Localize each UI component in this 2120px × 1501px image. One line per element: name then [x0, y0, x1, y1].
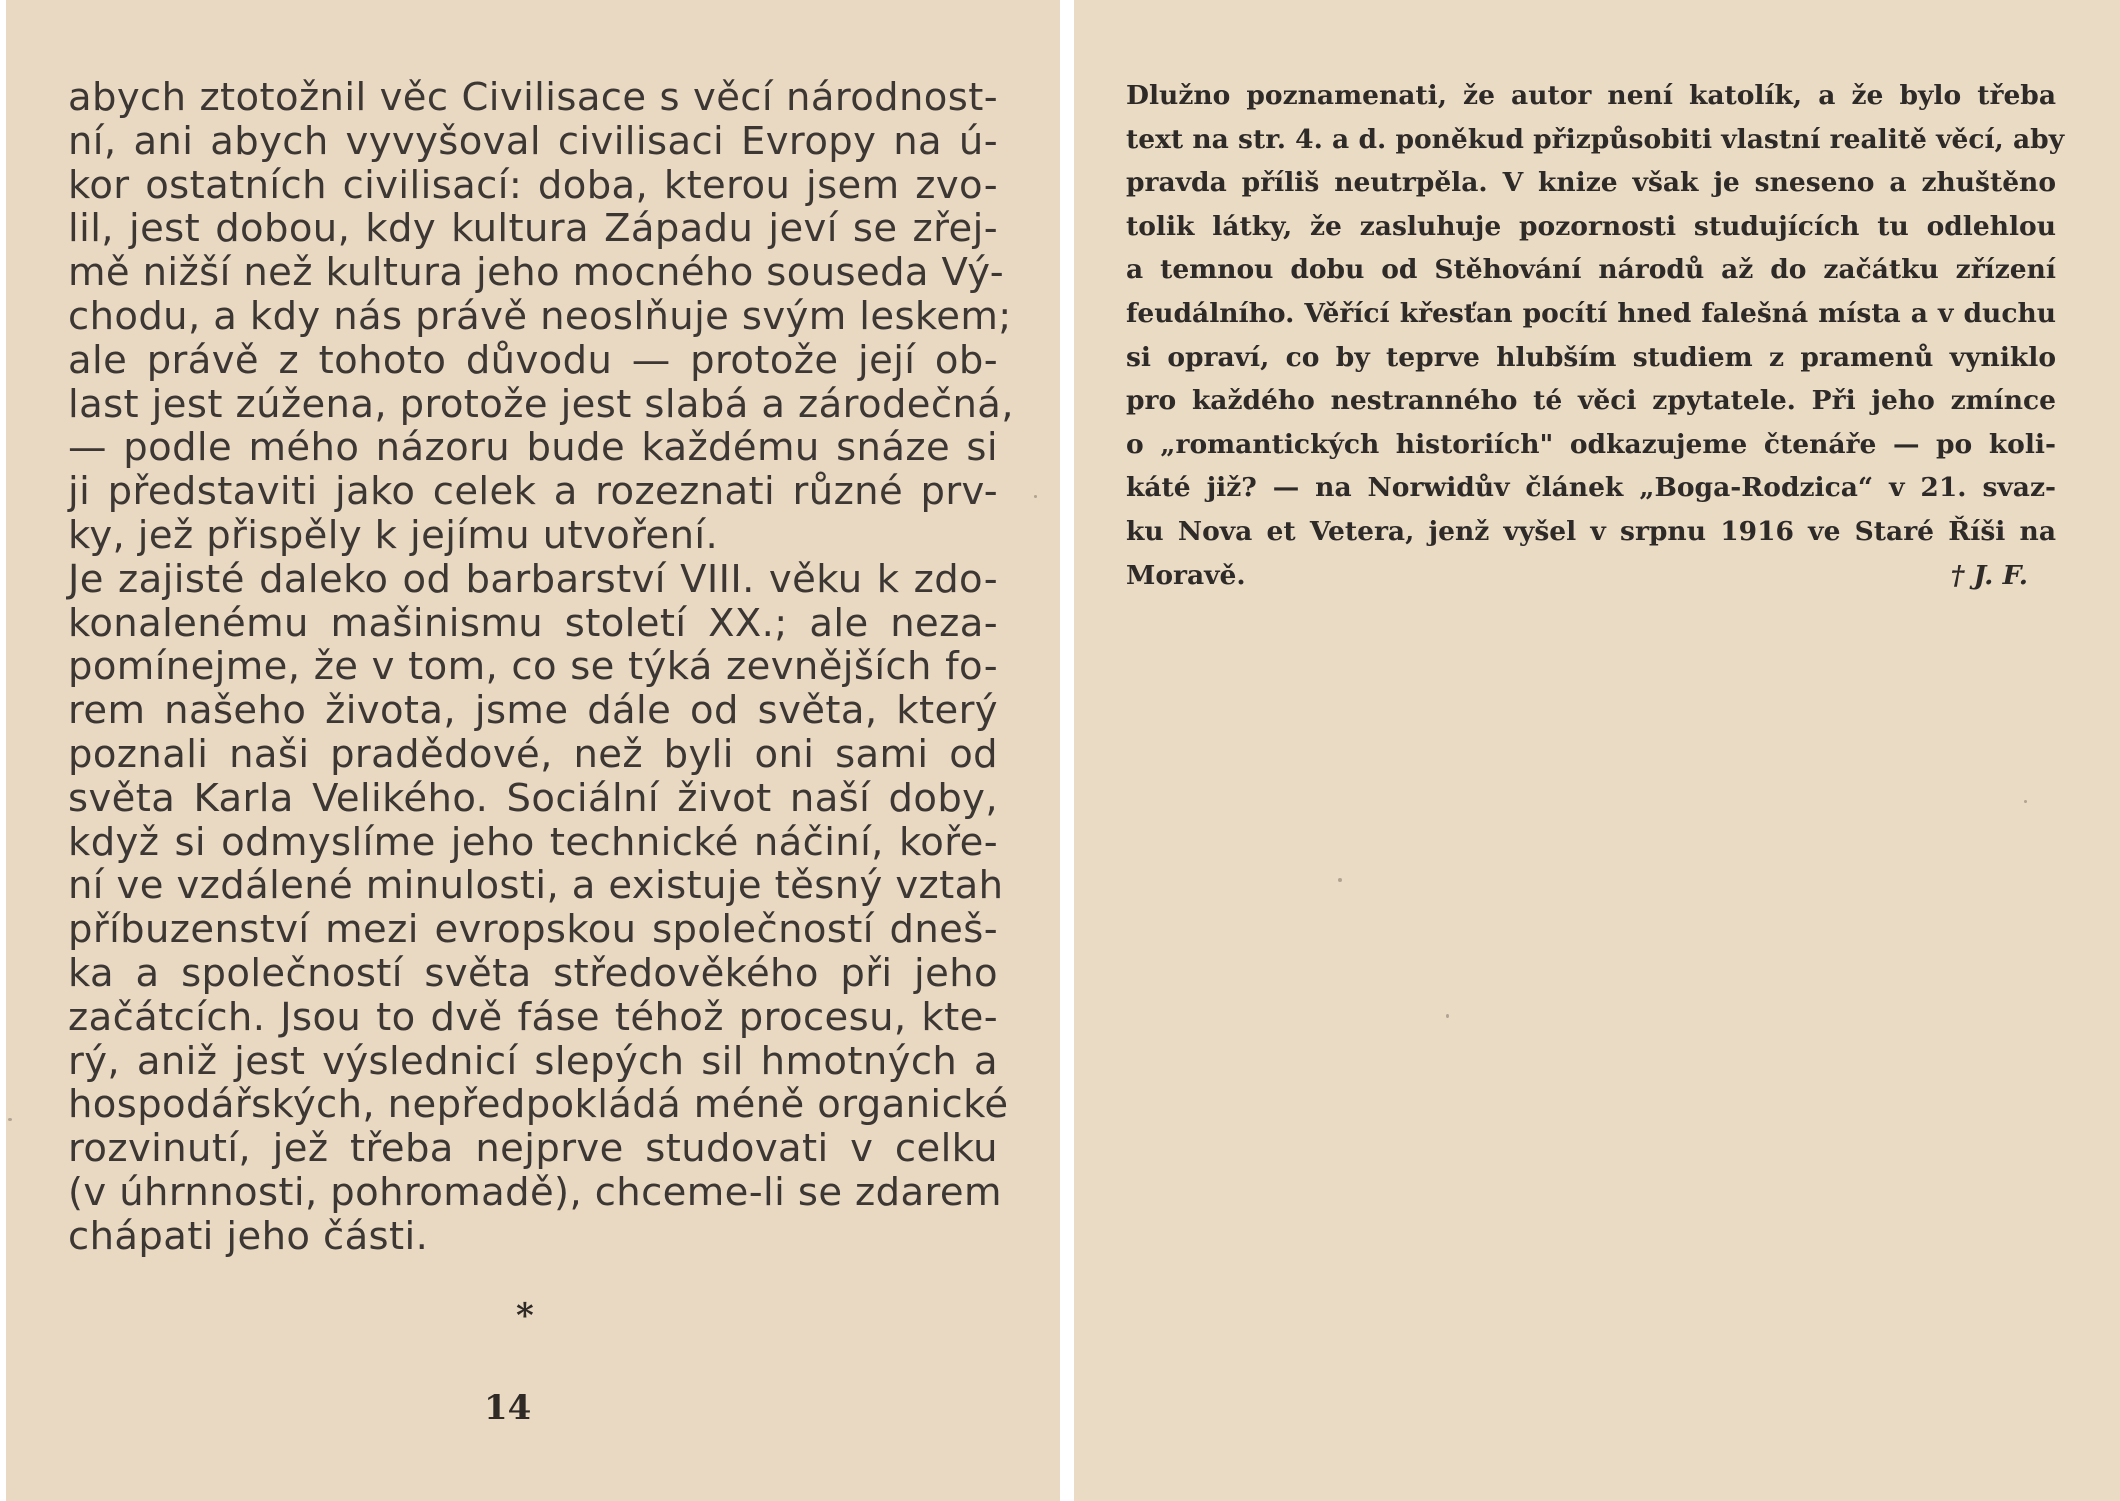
text-line: kor ostatních civilisací: doba, kterou jsem zvo-	[68, 162, 998, 208]
text-line: ka a společností světa středověkého při jeho	[68, 950, 998, 996]
paper-speck	[1338, 878, 1342, 882]
text-line: ji představiti jako celek a rozeznati různé prv-	[68, 469, 998, 515]
right-page	[1074, 0, 2120, 1501]
text-line: tolik látky, že zasluhuje pozornosti studujících tu odlehlou	[1126, 210, 2056, 242]
right-page-note	[1126, 74, 2065, 597]
text-line: last jest zúžena, protože jest slabá a zárodečná,	[68, 381, 1014, 427]
text-line	[1126, 554, 2056, 598]
text-line: rý, aniž jest výslednicí slepých sil hmotných a	[68, 1038, 998, 1084]
text-line: — podle mého názoru bude každému snáze si	[68, 425, 998, 471]
text-line: příbuzenství mezi evropskou společností dneš-	[68, 907, 998, 953]
text-line: pravda příliš neutrpěla. V knize však je sneseno a zhuštěno	[1126, 167, 2056, 199]
text-line: káté již? — na Norwidův článek „Boga-Rodzica“ v 21. svaz-	[1126, 472, 2056, 504]
left-page-text	[68, 75, 1014, 1259]
text-line: pro každého nestranného té věci zpytatele. Při jeho zmínce	[1126, 385, 2056, 417]
text-line: Je zajisté daleko od barbarství VIII. věku k zdo-	[68, 556, 998, 602]
text-line: poznali naši pradědové, než byli oni sami od	[68, 731, 998, 777]
text-line: pomínejme, že v tom, co se týká zevnějších fo-	[68, 644, 998, 690]
last-line-text: Moravě.	[1126, 559, 1246, 591]
signature: † J. F.	[1950, 559, 2028, 591]
text-line: světa Karla Velikého. Sociální život naší doby,	[68, 775, 998, 821]
text-line: Dlužno poznamenati, že autor není katolík, a že bylo třeba	[1126, 80, 2056, 111]
paper-speck	[8, 1118, 12, 1121]
text-line: hospodářských, nepředpokládá méně organické	[68, 1082, 1009, 1128]
text-line: si opraví, co by teprve hlubším studiem z pramenů vyniklo	[1126, 341, 2056, 373]
page-number: 14	[484, 1388, 532, 1428]
paper-speck	[1034, 495, 1037, 498]
text-line: o „romantických historiích" odkazujeme čtenáře — po koli-	[1126, 428, 2056, 460]
text-line: když si odmyslíme jeho technické náčiní, koře-	[68, 819, 998, 865]
text-line: ku Nova et Vetera, jenž vyšel v srpnu 1916 ve Staré Říši na	[1126, 515, 2056, 547]
text-line: začátcích. Jsou to dvě fáse téhož procesu, kte-	[68, 994, 998, 1040]
text-line: ale právě z tohoto důvodu — protože její ob-	[68, 337, 998, 383]
text-line: abych ztotožnil věc Civilisace s věcí národnost-	[68, 75, 998, 120]
paper-speck	[1446, 1014, 1449, 1018]
text-line: (v úhrnnosti, pohromadě), chceme-li se zdarem	[68, 1169, 1002, 1215]
text-line: rem našeho života, jsme dále od světa, který	[68, 688, 998, 734]
section-separator: *	[516, 1296, 534, 1336]
text-line: text na str. 4. a d. poněkud přizpůsobiti vlastní realitě věcí, aby	[1126, 123, 2065, 155]
left-page	[6, 0, 1060, 1501]
text-line: lil, jest dobou, kdy kultura Západu jeví se zřej-	[68, 206, 998, 252]
text-line: chápati jeho části.	[68, 1213, 429, 1259]
text-line: ky, jež přispěly k jejímu utvoření.	[68, 512, 719, 558]
text-line: rozvinutí, jež třeba nejprve studovati v celku	[68, 1126, 998, 1172]
text-line: feudálního. Věřící křesťan pocítí hned falešná místa a v duchu	[1126, 297, 2056, 329]
text-line: mě nižší než kultura jeho mocného souseda Vý-	[68, 250, 1005, 296]
paper-speck	[2024, 800, 2027, 803]
text-line: ní, ani abych vyvyšoval civilisaci Evropy na ú-	[68, 118, 998, 164]
text-line: a temnou dobu od Stěhování národů až do začátku zřízení	[1126, 254, 2056, 286]
text-line: chodu, a kdy nás právě neoslňuje svým leskem;	[68, 293, 1012, 339]
text-line: konalenému mašinismu století XX.; ale neza-	[68, 600, 998, 646]
text-line: ní ve vzdálené minulosti, a existuje těsný vztah	[68, 863, 1004, 909]
